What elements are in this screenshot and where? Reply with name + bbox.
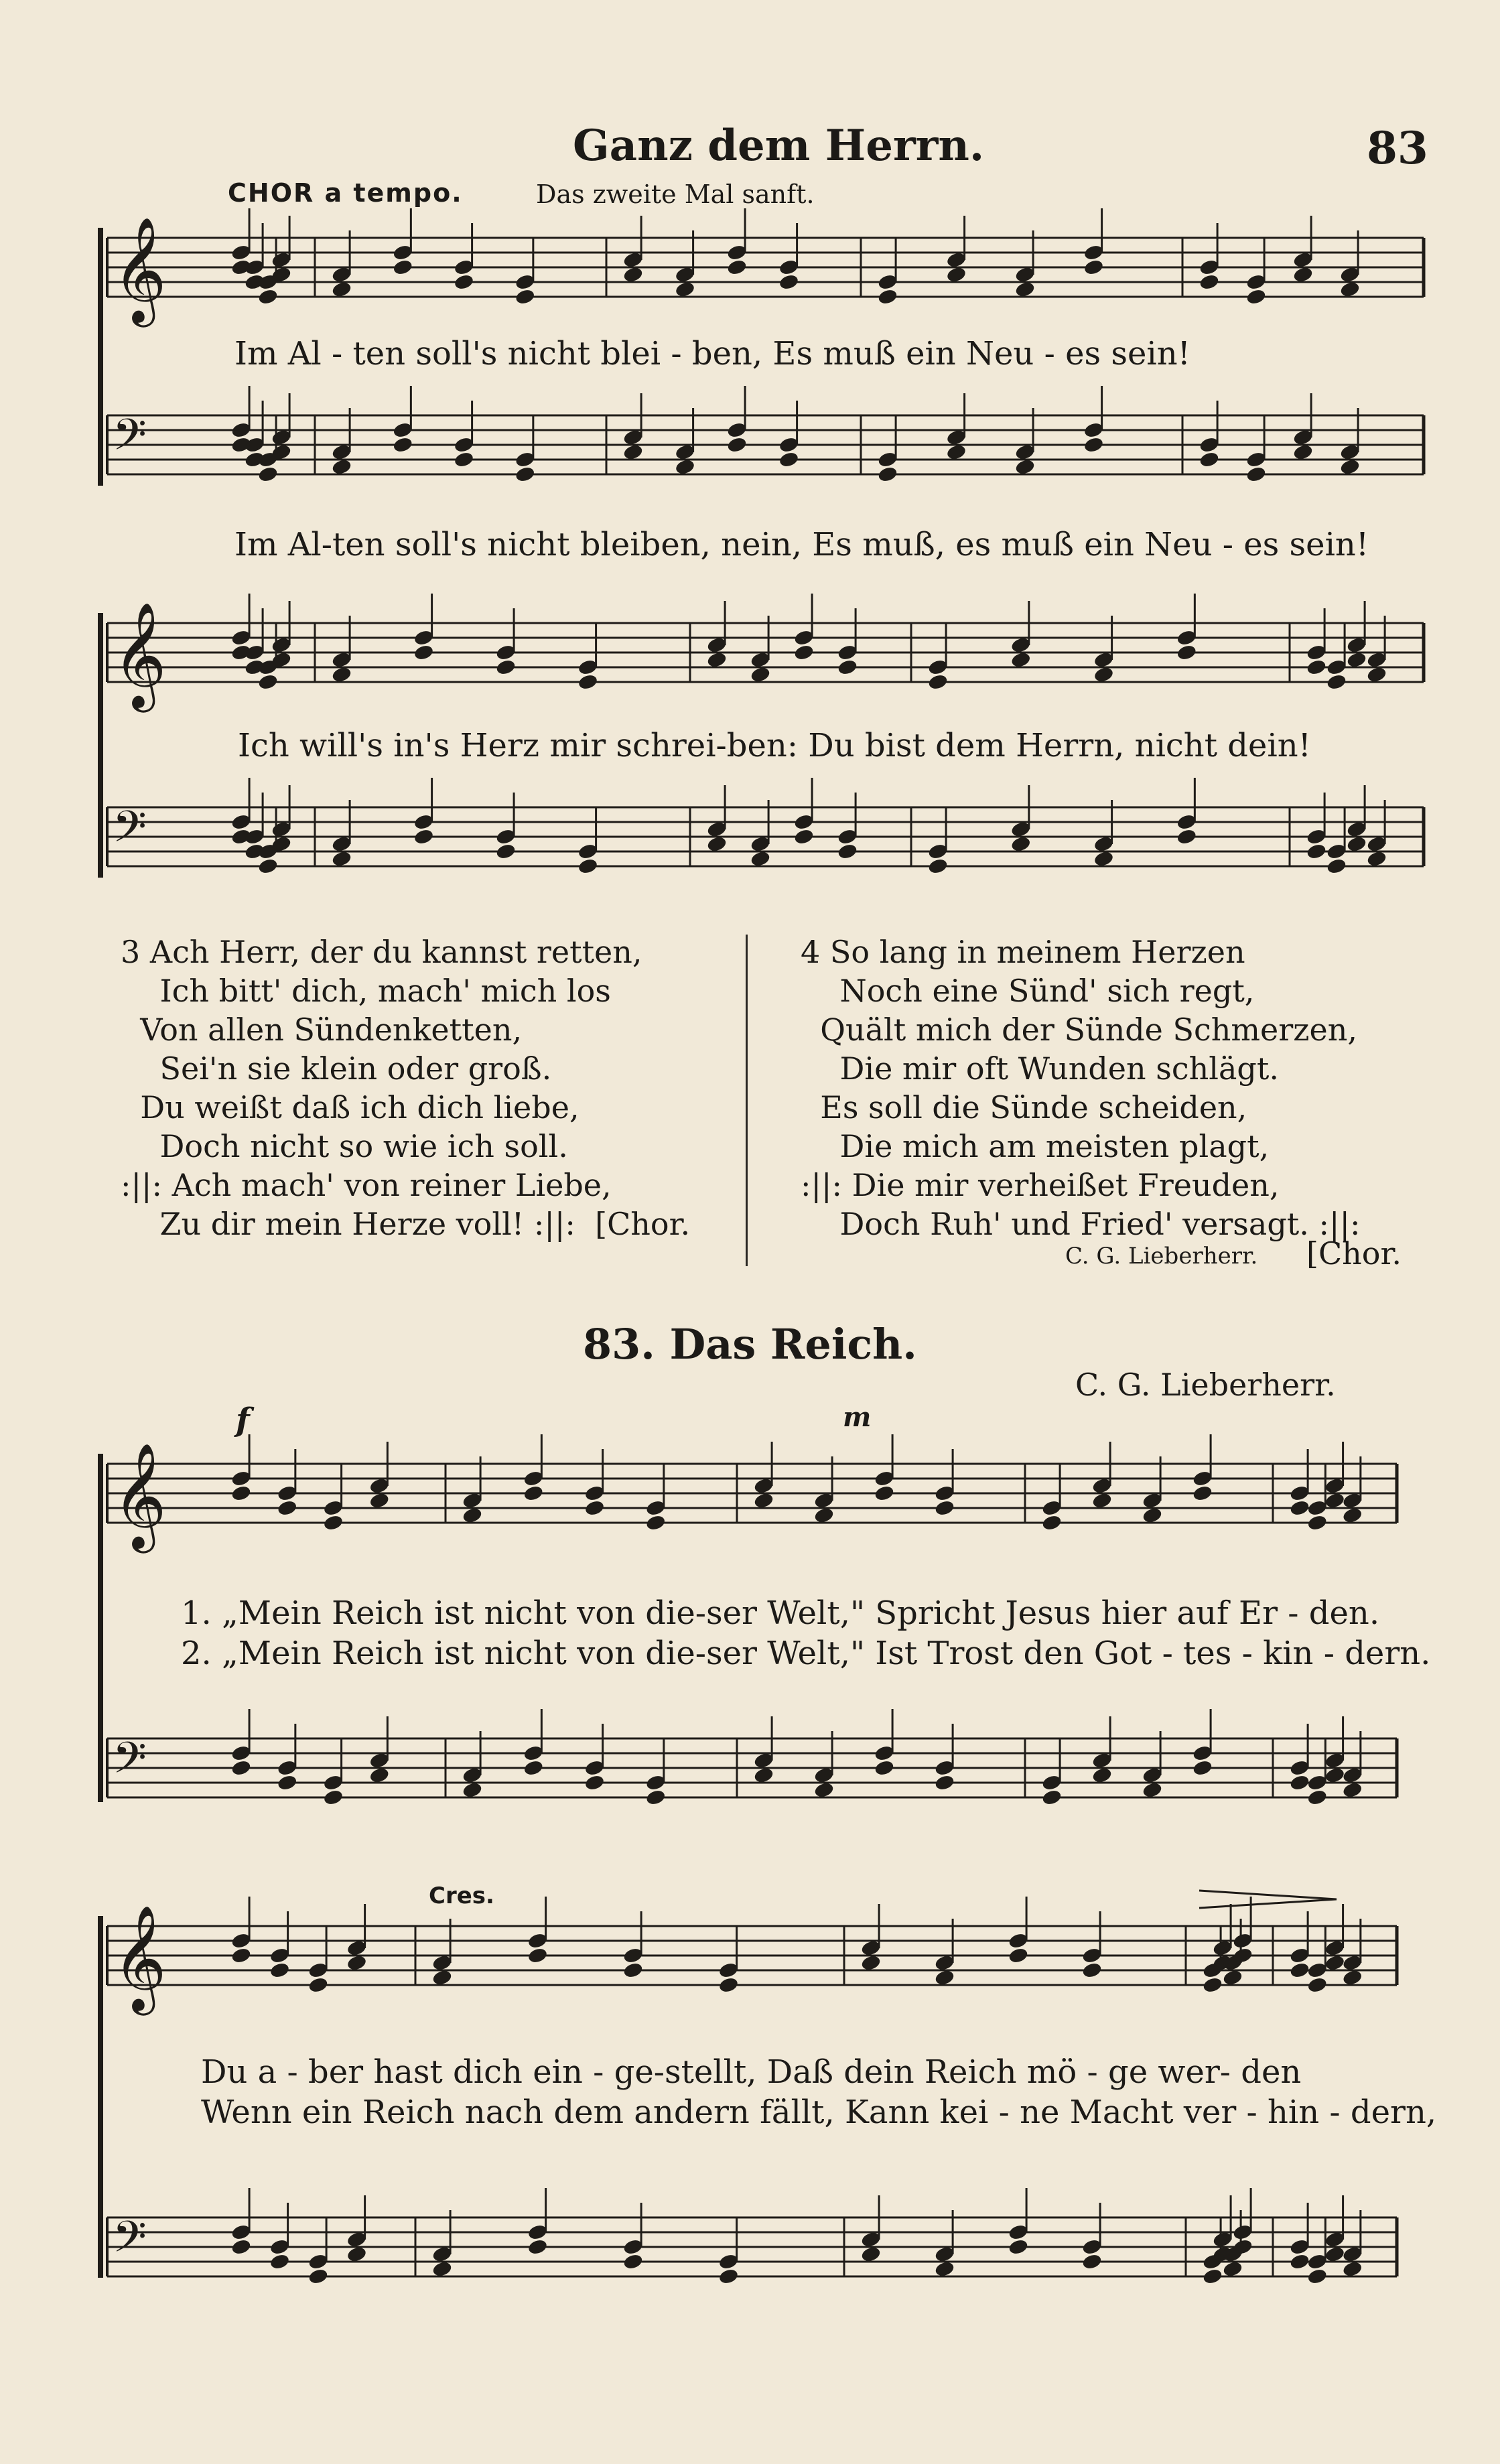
note-head [1289,1774,1310,1792]
note-head [577,858,599,876]
note-head [584,1774,606,1792]
note-head [523,1759,544,1777]
note-head [1093,850,1115,868]
note-head [1306,1789,1328,1807]
note-head [1292,443,1314,462]
note-head [1142,1507,1163,1525]
chor-tag: [Chor. [1306,1235,1402,1272]
bass-clef: 𝄢 [113,2211,147,2273]
hymn-83-verse1-line1: 1. „Mein Reich ist nicht von die-ser Welt," Spricht Jesus hier auf Er - den. [181,1594,1380,1632]
note-head [778,451,800,469]
note-head [726,436,748,454]
note-head [1339,281,1361,299]
hymn-83-verse1-line2: Du a - ber hast dich ein - ge-stellt, Daß dein Reich mö - ge wer- den [201,2053,1302,2091]
treble-clef: 𝄞 [113,1442,167,1549]
note-head [1081,2253,1103,2271]
note-head [527,1947,549,1965]
note-head [1091,1767,1113,1785]
note-head [1289,1962,1310,1980]
note-head [1008,1947,1029,1965]
note-head [331,281,352,299]
note-head [1008,2238,1029,2256]
note-head [1010,835,1032,853]
lyrics-line2: Ich will's in's Herz mir schrei-ben: Du bist dem Herrn, nicht dein! [238,727,1311,764]
note-head [1091,1492,1113,1510]
note-head [793,828,815,846]
note-head [1176,828,1197,846]
dynamic-m: m [843,1401,872,1433]
note-head [454,273,475,291]
note-head [1192,1485,1213,1503]
note-head [527,2238,549,2256]
note-head [323,1514,344,1532]
hymn-83-composer: C. G. Lieberherr. [1075,1367,1336,1403]
note-head [277,1499,298,1517]
note-head [877,466,898,484]
treble-clef: 𝄞 [113,216,167,323]
note-head [934,1774,955,1792]
note-head [874,1485,895,1503]
note-head [1306,1514,1328,1532]
note-head [946,266,967,284]
note-head [1342,2260,1363,2278]
note-head [1306,1976,1328,1994]
treble-clef: 𝄞 [113,602,167,708]
note-head [308,1976,329,1994]
note-head [934,1969,955,1987]
note-head [1083,436,1105,454]
note-head [515,466,536,484]
note-head [622,1962,644,1980]
note-head [1192,1759,1213,1777]
note-head [257,466,279,484]
note-head [927,858,949,876]
note-head [1222,2260,1243,2278]
note-head [462,1781,483,1799]
note-head [645,1789,667,1807]
note-head [1289,1499,1310,1517]
note-head [1093,666,1115,684]
note-head [718,1976,740,1994]
column-divider [746,935,748,1266]
note-head [308,2268,329,2286]
note-head [1199,451,1220,469]
note-head [1306,843,1327,861]
note-head [1041,1789,1063,1807]
note-head [1324,1954,1346,1972]
dynamic-forte: f [236,1401,250,1439]
verse-credit: C. G. Lieberherr. [1065,1243,1258,1270]
note-head [277,1774,298,1792]
note-head [1342,1969,1363,1987]
hymn-83-verse2-line2: Wenn ein Reich nach dem andern fällt, Kann kei - ne Macht ver - hin - dern, [201,2094,1437,2131]
bass-clef: 𝄢 [113,1732,147,1794]
note-head [837,659,858,677]
note-head [392,436,413,454]
page-number: 83 [1367,122,1428,174]
note-head [793,644,815,662]
note-head [1346,835,1367,853]
note-head [1176,644,1197,662]
note-head [230,2238,252,2256]
note-head [323,1789,344,1807]
note-head [622,2253,644,2271]
note-head [1041,1514,1063,1532]
note-head [622,443,644,462]
note-head [269,2253,291,2271]
direction-chor: CHOR a tempo. [228,178,463,208]
note-head [454,451,475,469]
note-head [927,673,949,691]
note-head [706,651,728,669]
note-head [1342,1507,1363,1525]
note-head [813,1507,835,1525]
note-head [346,1954,368,1972]
note-head [1324,1492,1346,1510]
note-head [346,2246,368,2264]
note-head [1366,850,1387,868]
bass-clef: 𝄢 [113,801,147,863]
note-head [1324,1767,1346,1785]
note-head [1014,281,1036,299]
hymn-title: Ganz dem Herrn. [573,121,985,171]
note-head [368,1767,390,1785]
note-head [230,1947,252,1965]
note-head [874,1759,895,1777]
note-head [837,843,858,861]
note-head [622,266,644,284]
note-head [645,1514,667,1532]
decrescendo-hairpin [1199,1891,1337,1908]
note-head [331,850,352,868]
note-head [946,443,967,462]
note-head [515,288,536,306]
note-head [1292,266,1314,284]
note-head [753,1767,774,1785]
note-head [257,673,279,691]
note-head [392,259,413,277]
note-head [934,1499,955,1517]
note-head [706,835,728,853]
treble-clef: 𝄞 [113,1905,167,2011]
note-head [495,843,517,861]
note-head [1326,673,1347,691]
note-head [431,1969,453,1987]
note-head [584,1499,606,1517]
note-head [1083,259,1105,277]
note-head [1245,288,1267,306]
note-head [257,858,279,876]
note-head [1081,1962,1103,1980]
note-head [577,673,599,691]
hymn-83-heading: 83. Das Reich. [583,1320,917,1369]
note-head [778,273,800,291]
note-head [1289,2253,1310,2271]
note-head [1222,1969,1243,1987]
note-head [230,1485,252,1503]
note-head [331,666,352,684]
hymn-83-verse2-line1: 2. „Mein Reich ist nicht von die-ser Welt," Ist Trost den Got - tes - kin - dern. [181,1635,1431,1672]
crescendo-mark: Cres. [429,1883,494,1909]
note-head [257,288,279,306]
verse-4: 4 So lang in meinem Herzen Noch eine Sünd' sich regt, Quält mich der Sünde Schmerzen, Die mir oft Wunden schlägt. Es soll die Sünde scheiden, Die mich am meisten plagt, :||: Die mir verheißet Freuden, Doch Ruh' und Fried' versagt. :||: [801,934,1361,1242]
note-head [462,1507,483,1525]
note-head [1014,458,1036,476]
note-head [1366,666,1387,684]
lyrics-line1-lower: Im Al-ten soll's nicht bleiben, nein, Es muß, es muß ein Neu - es sein! [234,526,1369,563]
note-head [750,666,771,684]
note-head [331,458,352,476]
note-head [230,1759,252,1777]
note-head [750,850,771,868]
note-head [753,1492,774,1510]
lyrics-line1-upper: Im Al - ten soll's nicht blei - ben, Es muß ein Neu - es sein! [234,335,1190,372]
note-head [1339,458,1361,476]
note-head [860,1954,882,1972]
note-head [413,644,435,662]
verse-3: 3 Ach Herr, der du kannst retten, Ich bitt' dich, mach' mich los Von allen Sündenketten, Sei'n sie klein oder groß. Du weißt daß ich dich liebe, Doch nicht so wie ich soll. :||: Ach mach' von reiner Liebe, Zu dir mein Herze voll! :||: [Chor. [121,934,691,1242]
note-head [1010,651,1032,669]
note-head [934,2260,955,2278]
note-head [269,1962,291,1980]
direction-note: Das zweite Mal sanft. [536,180,815,209]
bass-clef: 𝄢 [113,409,147,471]
note-head [1346,651,1367,669]
note-head [860,2246,882,2264]
note-head [877,288,898,306]
note-head [718,2268,740,2286]
note-head [1202,2268,1223,2286]
note-head [523,1485,544,1503]
note-head [1245,466,1267,484]
note-head [431,2260,453,2278]
note-head [675,458,696,476]
note-head [1199,273,1220,291]
note-head [368,1492,390,1510]
note-head [1306,2268,1328,2286]
note-head [1324,2246,1346,2264]
note-head [495,659,517,677]
note-head [1342,1781,1363,1799]
note-head [1202,1976,1223,1994]
note-head [413,828,435,846]
note-head [675,281,696,299]
note-head [1326,858,1347,876]
note-head [1142,1781,1163,1799]
note-head [813,1781,835,1799]
note-head [1306,659,1327,677]
note-head [726,259,748,277]
